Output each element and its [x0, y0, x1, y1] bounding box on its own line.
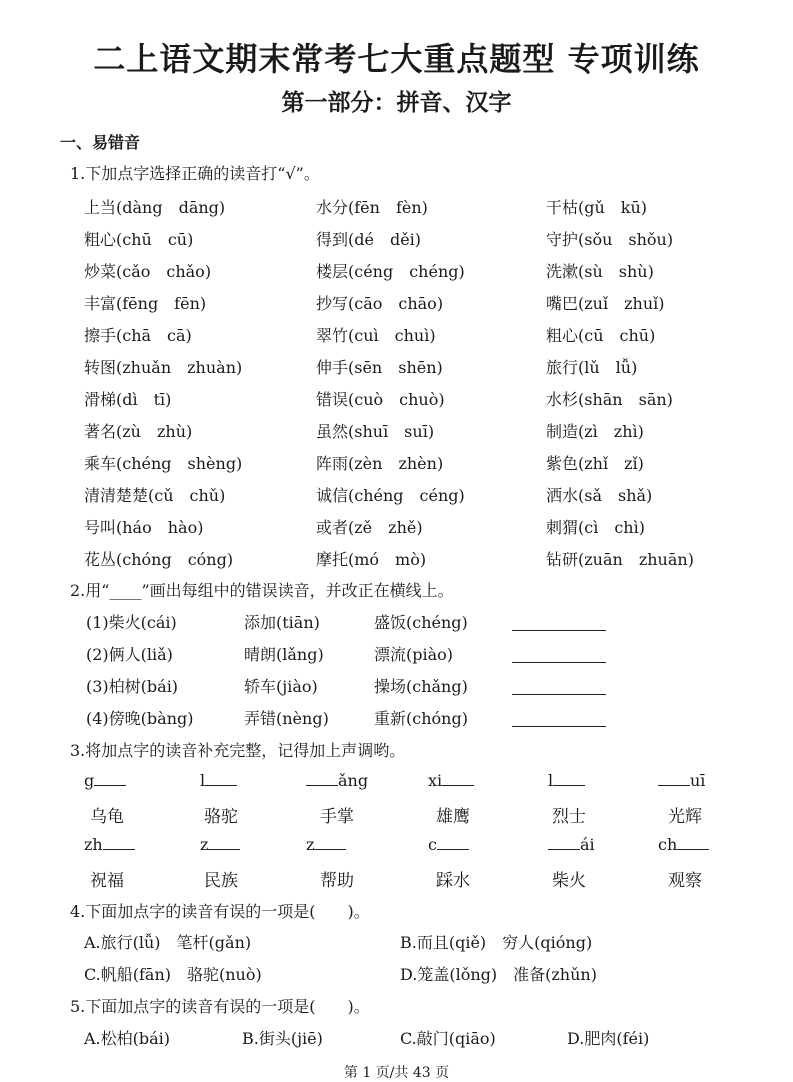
q2-item[interactable]: (3)柏树(bái): [86, 677, 179, 696]
q2-item[interactable]: 弄错(nèng): [244, 709, 329, 728]
pinyin-underline[interactable]: [437, 837, 469, 850]
q1-item[interactable]: 刺猬(cì chì): [546, 518, 645, 537]
pinyin-blank[interactable]: [200, 771, 237, 790]
pinyin-blank[interactable]: [84, 835, 135, 854]
question-4-option-a[interactable]: A.旅行(lǚ) 笔杆(gǎn): [84, 933, 252, 952]
q1-item[interactable]: 清清楚楚(cǔ chǔ): [84, 486, 226, 505]
q1-item[interactable]: 制造(zì zhì): [546, 422, 644, 441]
q1-item[interactable]: 炒菜(cǎo chǎo): [84, 262, 212, 281]
pinyin-prefix: g: [84, 771, 95, 790]
q1-item[interactable]: 粗心(chū cū): [84, 230, 194, 249]
answer-blank-line[interactable]: [512, 726, 606, 727]
q3-word: 柴火: [552, 871, 586, 891]
q1-item[interactable]: 滑梯(dì tī): [84, 390, 172, 409]
pinyin-blank[interactable]: [428, 771, 474, 790]
pinyin-underline[interactable]: [205, 773, 237, 786]
q3-word: 骆驼: [204, 807, 238, 827]
question-5-prompt: 5.下面加点字的读音有误的一项是( )。: [70, 997, 370, 1016]
q1-item[interactable]: 乘车(chéng shèng): [84, 454, 243, 473]
pinyin-blank[interactable]: [84, 771, 126, 790]
page-subtitle: 第一部分：拼音、汉字: [281, 90, 512, 116]
question-4-option-b[interactable]: B.而且(qiě) 穷人(qióng): [400, 933, 593, 952]
pinyin-prefix: xi: [428, 771, 443, 790]
q3-word: 乌龟: [90, 807, 124, 827]
pinyin-underline[interactable]: [306, 773, 338, 786]
q2-item[interactable]: 盛饭(chéng): [374, 613, 468, 632]
q1-item[interactable]: 诚信(chéng céng): [316, 486, 465, 505]
q1-item[interactable]: 得到(dé děi): [316, 230, 422, 249]
q2-item[interactable]: (1)柴火(cái): [86, 613, 177, 632]
page-footer: 第 1 页/共 43 页: [343, 1065, 450, 1081]
section-heading: 一、易错音: [60, 133, 141, 152]
q1-item[interactable]: 干枯(gǔ kū): [546, 198, 648, 217]
question-4-prompt: 4.下面加点字的读音有误的一项是( )。: [70, 902, 370, 921]
pinyin-suffix: ái: [580, 835, 595, 854]
q1-item[interactable]: 洒水(sǎ shǎ): [546, 486, 653, 505]
q1-item[interactable]: 丰富(fēng fēn): [84, 294, 207, 313]
pinyin-suffix: ǎng: [338, 771, 369, 790]
q1-item[interactable]: 楼层(céng chéng): [316, 262, 465, 281]
q2-item[interactable]: 漂流(piào): [374, 645, 454, 664]
pinyin-blank[interactable]: [428, 835, 469, 854]
q1-item[interactable]: 阵雨(zèn zhèn): [316, 454, 444, 473]
pinyin-prefix: z: [306, 835, 315, 854]
q3-word: 烈士: [552, 807, 586, 827]
pinyin-underline[interactable]: [548, 837, 580, 850]
q1-item[interactable]: 著名(zù zhù): [84, 422, 193, 441]
q1-item[interactable]: 粗心(cū chū): [546, 326, 656, 345]
question-4-option-d[interactable]: D.笼盖(lǒng) 准备(zhǔn): [400, 965, 597, 984]
pinyin-underline[interactable]: [677, 837, 709, 850]
page-title: 二上语文期末常考七大重点题型 专项训练: [93, 40, 700, 78]
pinyin-underline[interactable]: [103, 837, 135, 850]
q2-item[interactable]: (4)傍晚(bàng): [86, 709, 194, 728]
q3-word: 踩水: [436, 871, 470, 891]
question-2-prompt: 2.用“____”画出每组中的错误读音，并改正在横线上。: [70, 581, 454, 600]
q3-word: 民族: [204, 871, 238, 891]
pinyin-prefix: c: [428, 835, 437, 854]
pinyin-prefix: ch: [658, 835, 678, 854]
pinyin-prefix: l: [548, 771, 554, 790]
pinyin-suffix: uī: [690, 771, 706, 790]
q1-item[interactable]: 洗漱(sù shù): [546, 262, 654, 281]
question-4-option-c[interactable]: C.帆船(fān) 骆驼(nuò): [84, 965, 262, 984]
answer-blank-line[interactable]: [512, 694, 606, 695]
pinyin-prefix: l: [200, 771, 206, 790]
pinyin-blank[interactable]: [548, 835, 595, 854]
q2-item[interactable]: (2)俩人(liǎ): [86, 645, 173, 664]
q2-item[interactable]: 晴朗(lǎng): [244, 645, 324, 664]
q1-item[interactable]: 紫色(zhǐ zǐ): [546, 454, 644, 473]
answer-blank-line[interactable]: [512, 662, 606, 663]
q1-item[interactable]: 水分(fēn fèn): [316, 198, 428, 217]
pinyin-blank[interactable]: [306, 771, 368, 790]
q3-word: 帮助: [320, 871, 354, 891]
q1-item[interactable]: 摩托(mó mò): [316, 550, 427, 569]
q1-item[interactable]: 伸手(sēn shēn): [316, 358, 443, 377]
question-5-option-c[interactable]: C.敲门(qiāo): [400, 1029, 496, 1048]
q3-word: 祝福: [90, 871, 124, 891]
question-5-option-a[interactable]: A.松柏(bái): [84, 1029, 171, 1048]
question-5-option-d[interactable]: D.肥肉(féi): [567, 1029, 650, 1048]
pinyin-prefix: zh: [84, 835, 103, 854]
q1-item[interactable]: 错误(cuò chuò): [316, 390, 445, 409]
pinyin-underline[interactable]: [208, 837, 240, 850]
q1-item[interactable]: 或者(zě zhě): [316, 518, 423, 537]
q1-item[interactable]: 抄写(cāo chāo): [316, 294, 444, 313]
q2-item[interactable]: 轿车(jiào): [244, 677, 318, 696]
pinyin-blank[interactable]: [306, 835, 346, 854]
q2-item[interactable]: 添加(tiān): [244, 613, 320, 632]
pinyin-underline[interactable]: [442, 773, 474, 786]
q1-item[interactable]: 嘴巴(zuǐ zhuǐ): [546, 294, 665, 313]
q1-item[interactable]: 守护(sǒu shǒu): [546, 230, 674, 249]
q1-item[interactable]: 水杉(shān sān): [546, 390, 673, 409]
pinyin-blank[interactable]: [658, 771, 705, 790]
q1-item[interactable]: 号叫(háo hào): [84, 518, 204, 537]
pinyin-underline[interactable]: [658, 773, 690, 786]
q2-item[interactable]: 操场(chǎng): [374, 677, 468, 696]
q1-item[interactable]: 旅行(lǔ lǚ): [546, 358, 638, 377]
q1-item[interactable]: 翠竹(cuì chuì): [316, 326, 436, 345]
question-3-prompt: 3.将加点字的读音补充完整，记得加上声调哟。: [70, 741, 406, 760]
q3-word: 手掌: [320, 807, 354, 827]
q1-item[interactable]: 虽然(shuī suī): [316, 422, 435, 441]
q1-item[interactable]: 擦手(chā cā): [84, 326, 192, 345]
pinyin-prefix: z: [200, 835, 209, 854]
q1-item[interactable]: 花丛(chóng cóng): [84, 550, 234, 569]
answer-blank-line[interactable]: [512, 630, 606, 631]
q1-item[interactable]: 钻研(zuān zhuān): [546, 550, 694, 569]
q3-word: 雄鹰: [436, 807, 470, 827]
pinyin-blank[interactable]: [548, 771, 585, 790]
q3-word: 观察: [668, 871, 702, 891]
pinyin-underline[interactable]: [314, 837, 346, 850]
pinyin-blank[interactable]: [658, 835, 709, 854]
q2-item[interactable]: 重新(chóng): [374, 709, 468, 728]
pinyin-blank[interactable]: [200, 835, 240, 854]
pinyin-underline[interactable]: [94, 773, 126, 786]
question-1-prompt: 1.下加点字选择正确的读音打“√”。: [70, 164, 320, 183]
q3-word: 光辉: [668, 807, 702, 827]
q1-item[interactable]: 转图(zhuǎn zhuàn): [84, 358, 243, 377]
question-5-option-b[interactable]: B.街头(jiē): [242, 1029, 323, 1048]
q1-item[interactable]: 上当(dàng dāng): [84, 198, 226, 217]
pinyin-underline[interactable]: [553, 773, 585, 786]
